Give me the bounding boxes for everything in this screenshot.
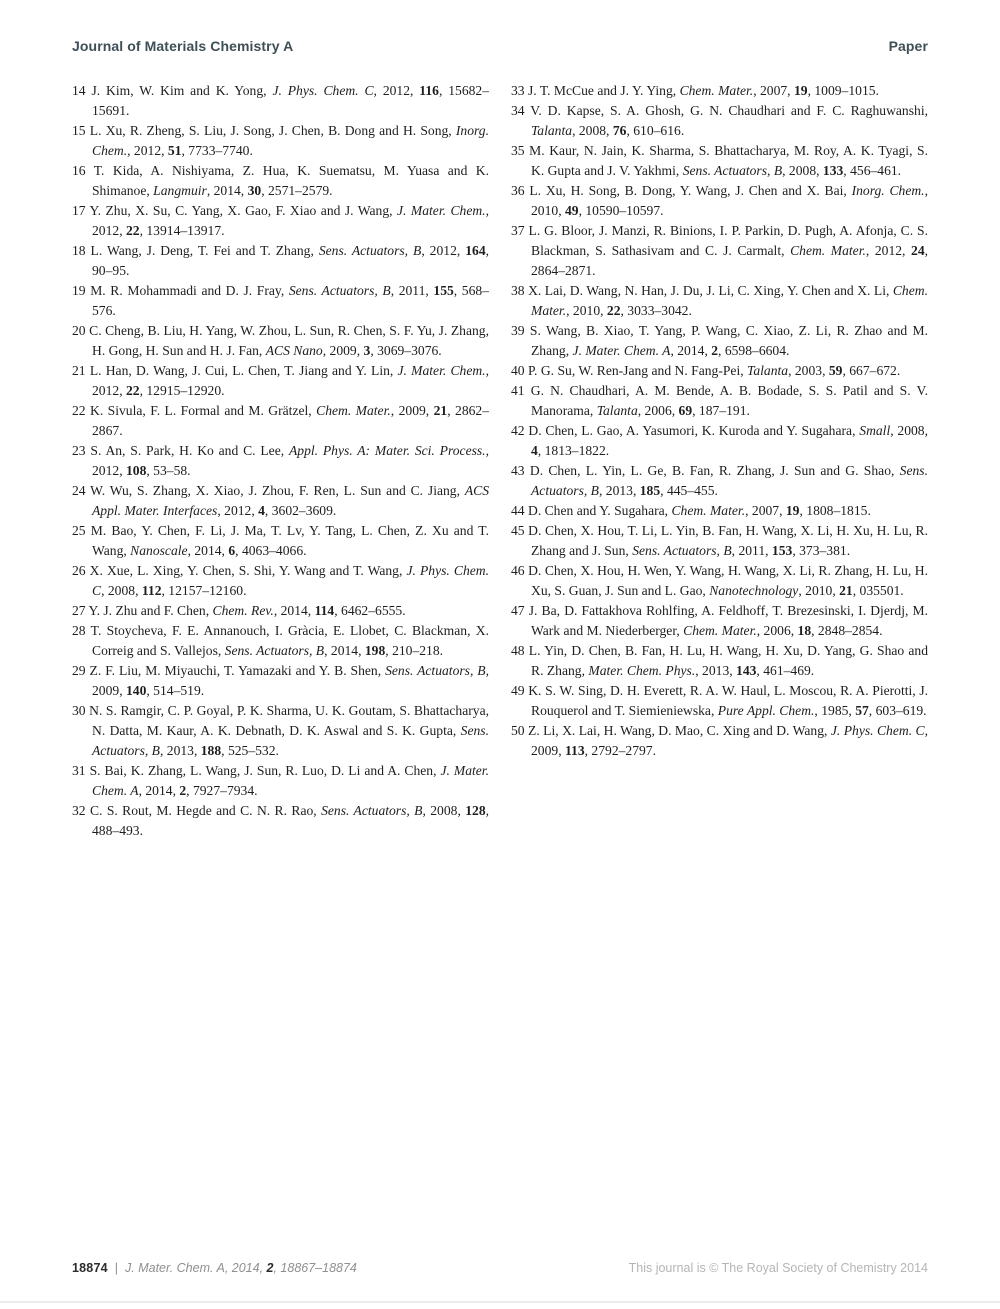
volume-number: 153 — [771, 543, 793, 558]
reference-number: 49 — [511, 683, 529, 698]
reference-number: 47 — [511, 603, 529, 618]
reference-item — [72, 121, 489, 161]
reference-number: 46 — [511, 563, 529, 578]
citation-text: , 461–469. — [756, 663, 815, 678]
volume-number: 57 — [855, 703, 869, 718]
citation-text: Z. F. Liu, M. Miyauchi, T. Yamazaki and Y. B. Shen, — [89, 663, 386, 678]
citation-text: , 456–461. — [843, 163, 902, 178]
citation-text: , 13914–13917. — [139, 223, 225, 238]
reference-item — [72, 361, 489, 401]
citation-text: K. Sivula, F. L. Formal and M. Grätzel, — [90, 403, 317, 418]
reference-number: 45 — [511, 523, 529, 538]
reference-item — [72, 621, 489, 661]
citation-text: J. T. McCue and J. Y. Ying, — [528, 83, 680, 98]
journal-name: Chem. Mater. — [316, 403, 391, 418]
citation-text: , 2864–2871. — [531, 243, 929, 278]
citation-text: S. Bai, K. Zhang, L. Wang, J. Sun, R. Luo, D. Li and A. Chen, — [89, 763, 441, 778]
footer-page-number: 18874 — [72, 1261, 108, 1275]
volume-number: 24 — [911, 243, 925, 258]
reference-item — [511, 281, 928, 321]
volume-number: 143 — [736, 663, 757, 678]
volume-number: 19 — [793, 83, 808, 98]
reference-number: 27 — [72, 603, 89, 618]
citation-text: T. Kida, A. Nishiyama, Z. Hua, K. Suematsu, M. Yuasa and K. Shimanoe, — [92, 163, 490, 198]
footer-separator: | — [114, 1261, 119, 1275]
citation-text: D. Chen, X. Hou, T. Li, L. Yin, B. Fan, H. Wang, X. Li, H. Xu, H. Lu, R. Zhang and J. Sun, — [528, 523, 928, 558]
citation-text: M. Bao, Y. Chen, F. Li, J. Ma, T. Lv, Y. Tang, L. Chen, Z. Xu and T. Wang, — [90, 523, 489, 558]
reference-number: 48 — [511, 643, 529, 658]
journal-name: Talanta — [596, 403, 638, 418]
journal-name: Chem. Mater. — [679, 83, 754, 98]
reference-number: 29 — [72, 663, 90, 678]
reference-number: 42 — [511, 423, 529, 438]
volume-number: 133 — [822, 163, 844, 178]
page-edge-line — [0, 1301, 1000, 1303]
references-column-left — [72, 81, 489, 841]
reference-number: 24 — [72, 483, 91, 498]
citation-text: , 10590–10597. — [578, 203, 664, 218]
citation-text: , 603–619. — [868, 703, 927, 718]
citation-text: , 525–532. — [221, 743, 279, 758]
journal-name: J. Phys. Chem. C — [92, 563, 489, 598]
reference-item — [511, 421, 928, 461]
citation-text: , 2012, — [92, 443, 489, 478]
volume-number: 51 — [167, 143, 182, 158]
citation-text: , 2011, — [390, 283, 434, 298]
reference-number: 14 — [72, 83, 92, 98]
volume-number: 128 — [465, 803, 486, 818]
reference-number: 36 — [511, 183, 530, 198]
journal-name: Pure Appl. Chem. — [717, 703, 815, 718]
citation-text: , 2007, — [753, 83, 794, 98]
journal-name: Inorg. Chem. — [92, 123, 490, 158]
citation-text: , 3069–3076. — [370, 343, 442, 358]
reference-number: 41 — [511, 383, 531, 398]
journal-name: J. Phys. Chem. C — [830, 723, 925, 738]
citation-text: Y. Zhu, X. Su, C. Yang, X. Gao, F. Xiao and J. Wang, — [89, 203, 398, 218]
reference-number: 50 — [511, 723, 529, 738]
volume-number: 116 — [419, 83, 439, 98]
citation-text: T. Stoycheva, F. E. Annanouch, I. Gràcia, E. Llobet, C. Blackman, X. Correig and S. Vallejos, — [90, 623, 490, 658]
citation-text: , 2006, — [637, 403, 679, 418]
reference-item — [72, 441, 489, 481]
journal-name: ACS Appl. Mater. Interfaces — [92, 483, 489, 518]
reference-item — [511, 361, 928, 381]
citation-text: , 2008, — [782, 163, 823, 178]
journal-name: Small — [859, 423, 891, 438]
journal-name: , 2014, — [224, 1261, 267, 1275]
citation-text: L. G. Bloor, J. Manzi, R. Binions, I. P. Parkin, D. Pugh, A. Afonja, C. S. Blackman, S. Sathasivam and C. J. Carmalt, — [528, 223, 928, 258]
reference-number: 39 — [511, 323, 530, 338]
footer-citation — [72, 1261, 357, 1275]
citation-text: M. Kaur, N. Jain, K. Sharma, S. Bhattacharya, M. Roy, A. K. Tyagi, S. K. Gupta and J. V. Yakhmi, — [529, 143, 928, 178]
reference-number: 17 — [72, 203, 90, 218]
reference-number: 26 — [72, 563, 90, 578]
journal-name: Nanotechnology — [709, 583, 799, 598]
volume-number: 2 — [266, 1261, 274, 1275]
journal-name: Chem. Rev. — [212, 603, 274, 618]
volume-number: 22 — [606, 303, 621, 318]
journal-name: Chem. Mater. — [790, 243, 866, 258]
citation-text: , 12915–12920. — [139, 383, 225, 398]
citation-text: , 2010, — [531, 183, 928, 218]
volume-number: 6 — [228, 543, 236, 558]
volume-number: 114 — [314, 603, 335, 618]
citation-text: , 7927–7934. — [186, 783, 258, 798]
reference-item — [72, 661, 489, 701]
reference-item — [511, 561, 928, 601]
citation-text: , 2011, — [731, 543, 772, 558]
journal-name: Chem. Mater. — [531, 283, 928, 318]
citation-text: , 2013, — [695, 663, 737, 678]
citation-text: , 2013, — [598, 483, 640, 498]
citation-text: D. Chen and Y. Sugahara, — [528, 503, 672, 518]
citation-text: S. An, S. Park, H. Ko and C. Lee, — [90, 443, 289, 458]
page-header — [72, 38, 928, 54]
citation-text: , 2012, — [92, 203, 489, 238]
journal-name: Sens. Actuators, B — [318, 243, 422, 258]
volume-number: 185 — [639, 483, 661, 498]
citation-text: , 2014, — [324, 643, 365, 658]
citation-text: J. Kim, W. Kim and K. Yong, — [91, 83, 273, 98]
volume-number: 140 — [125, 683, 147, 698]
citation-text: G. N. Chaudhari, A. M. Bende, A. B. Bodade, S. S. Patil and S. V. Manorama, — [530, 383, 929, 418]
journal-name: Chem. Mater. — [683, 623, 757, 638]
citation-text: , 7733–7740. — [181, 143, 253, 158]
citation-text: L. Yin, D. Chen, B. Fan, H. Lu, H. Wang, H. Xu, D. Yang, G. Shao and R. Zhang, — [528, 643, 929, 678]
volume-number: 112 — [141, 583, 162, 598]
citation-text: , 2012, — [421, 243, 466, 258]
citation-text: , 2010, — [566, 303, 607, 318]
reference-item — [72, 201, 489, 241]
reference-item — [511, 501, 928, 521]
journal-name: Sens. Actuators, B — [288, 283, 391, 298]
journal-name: Sens. Actuators, B — [224, 643, 325, 658]
citation-text: , 2008, — [422, 803, 466, 818]
volume-number: 108 — [125, 463, 147, 478]
reference-number: 31 — [72, 763, 90, 778]
citation-text: , 2012, — [127, 143, 168, 158]
reference-number: 18 — [72, 243, 91, 258]
reference-number: 44 — [511, 503, 528, 518]
citation-text: , 2003, — [788, 363, 829, 378]
volume-number: 198 — [364, 643, 386, 658]
citation-text: , 2014, — [187, 543, 229, 558]
citation-text: D. Chen, L. Gao, A. Yasumori, K. Kuroda and Y. Sugahara, — [528, 423, 860, 438]
volume-number: 3 — [363, 343, 371, 358]
citation-text: K. S. W. Sing, D. H. Everett, R. A. W. Haul, L. Moscou, R. A. Pierotti, J. Rouquerol and T. Siemieniewska, — [528, 683, 929, 718]
reference-item — [511, 141, 928, 181]
reference-item — [72, 761, 489, 801]
citation-text: M. R. Mohammadi and D. J. Fray, — [90, 283, 289, 298]
citation-text: , 2012, — [217, 503, 259, 518]
volume-number: 59 — [828, 363, 843, 378]
footer-copyright: This journal is © The Royal Society of Chemistry 2014 — [628, 1261, 928, 1275]
journal-name: Sens. Actuators, B — [385, 663, 486, 678]
reference-number: 30 — [72, 703, 90, 718]
footer-journal-citation — [125, 1261, 357, 1275]
references-column-right — [511, 81, 928, 841]
citation-text: , 90–95. — [92, 243, 490, 278]
citation-text: , 2010, — [798, 583, 840, 598]
citation-text: L. Wang, J. Deng, T. Fei and T. Zhang, — [90, 243, 319, 258]
reference-item — [72, 521, 489, 561]
citation-text: , 2014, — [670, 343, 712, 358]
citation-text: L. Han, D. Wang, J. Cui, L. Chen, T. Jiang and Y. Lin, — [89, 363, 398, 378]
references-section — [72, 81, 928, 841]
citation-text: , 6462–6555. — [334, 603, 406, 618]
reference-number: 34 — [511, 103, 531, 118]
reference-item — [511, 181, 928, 221]
citation-text: L. Xu, R. Zheng, S. Liu, J. Song, J. Chen, B. Dong and H. Song, — [89, 123, 456, 138]
reference-item — [511, 461, 928, 501]
reference-item — [72, 281, 489, 321]
citation-text: C. S. Rout, M. Hegde and C. N. R. Rao, — [89, 803, 322, 818]
citation-text: , 3033–3042. — [620, 303, 692, 318]
reference-number: 43 — [511, 463, 530, 478]
citation-text: , 445–455. — [660, 483, 718, 498]
citation-text: J. Ba, D. Fattakhova Rohlfing, A. Feldhoff, T. Brezesinski, I. Djerdj, M. Wark and M. Niederberger, — [528, 603, 928, 638]
journal-name: Mater. Chem. Phys. — [588, 663, 696, 678]
volume-number: 2 — [179, 783, 187, 798]
citation-text: L. Xu, H. Song, B. Dong, Y. Wang, J. Chen and X. Bai, — [529, 183, 852, 198]
article-type-label: Paper — [888, 38, 928, 54]
citation-text: , 1985, — [814, 703, 856, 718]
reference-item — [511, 721, 928, 761]
reference-number: 32 — [72, 803, 90, 818]
citation-text: N. S. Ramgir, C. P. Goyal, P. K. Sharma, U. K. Goutam, S. Bhattacharya, N. Datta, M. Kaur, A. K. Debnath, D. K. Aswal and S. K. Gupta, — [89, 703, 489, 738]
citation-text: , 15682–15691. — [92, 83, 490, 118]
citation-text: , 2013, — [159, 743, 201, 758]
reference-number: 33 — [511, 83, 528, 98]
journal-title: Journal of Materials Chemistry A — [72, 38, 294, 54]
reference-number: 38 — [511, 283, 529, 298]
reference-number: 23 — [72, 443, 91, 458]
journal-name: Sens. Actuators, B — [632, 543, 732, 558]
citation-text: , 2014, — [273, 603, 315, 618]
journal-name: J. Mater. Chem. A — [572, 343, 671, 358]
reference-item — [72, 801, 489, 841]
reference-item — [72, 701, 489, 761]
journal-name: Inorg. Chem. — [851, 183, 925, 198]
citation-text: , 2014, — [206, 183, 248, 198]
reference-item — [72, 161, 489, 201]
citation-text: , 2009, — [92, 663, 490, 698]
volume-number: 69 — [678, 403, 693, 418]
reference-number: 35 — [511, 143, 530, 158]
journal-name: Chem. Mater. — [671, 503, 746, 518]
citation-text: , 2012, — [373, 83, 420, 98]
journal-name: Sens. Actuators, B — [321, 803, 423, 818]
journal-name: Sens. Actuators, B — [531, 463, 928, 498]
journal-name: Talanta — [747, 363, 789, 378]
reference-number: 21 — [72, 363, 90, 378]
volume-number: 49 — [564, 203, 579, 218]
citation-text: , 2862–2867. — [92, 403, 490, 438]
journal-name: Nanoscale — [130, 543, 188, 558]
citation-text: D. Chen, L. Yin, L. Ge, B. Fan, R. Zhang, J. Sun and G. Shao, — [529, 463, 900, 478]
volume-number: 30 — [247, 183, 262, 198]
citation-text: , 2008, — [572, 123, 613, 138]
citation-text: , 2007, — [745, 503, 786, 518]
volume-number: 4 — [531, 443, 538, 458]
citation-text: , 6598–6604. — [718, 343, 790, 358]
journal-name: J. Mater. Chem. A — [92, 763, 489, 798]
citation-text: C. Cheng, B. Liu, H. Yang, W. Zhou, L. Sun, R. Chen, S. F. Yu, J. Zhang, H. Gong, H. Sun and H. J. Fan, — [89, 323, 489, 358]
journal-name: Langmuir — [153, 183, 207, 198]
reference-item — [511, 221, 928, 281]
reference-number: 15 — [72, 123, 90, 138]
citation-text: , 2009, — [531, 723, 928, 758]
citation-text: W. Wu, S. Zhang, X. Xiao, J. Zhou, F. Ren, L. Sun and C. Jiang, — [90, 483, 465, 498]
volume-number: 21 — [433, 403, 448, 418]
reference-item — [511, 101, 928, 141]
citation-text: , 2848–2854. — [811, 623, 883, 638]
volume-number: 76 — [612, 123, 627, 138]
citation-text: , 2014, — [138, 783, 180, 798]
citation-text: , 1009–1015. — [807, 83, 879, 98]
citation-text: , 2571–2579. — [261, 183, 333, 198]
reference-item — [72, 561, 489, 601]
citation-text: , 568–576. — [92, 283, 489, 318]
citation-text: , 2008, — [101, 583, 142, 598]
citation-text: , 373–381. — [792, 543, 851, 558]
citation-text: X. Xue, L. Xing, Y. Chen, S. Shi, Y. Wang and T. Wang, — [89, 563, 407, 578]
volume-number: 22 — [125, 223, 140, 238]
citation-text: , 488–493. — [92, 803, 490, 838]
citation-text: , 12157–12160. — [161, 583, 247, 598]
citation-text: , 3602–3609. — [264, 503, 337, 518]
journal-name: J. Mater. Chem. — [397, 363, 486, 378]
volume-number: 113 — [564, 743, 585, 758]
citation-text: , 2009, — [390, 403, 434, 418]
citation-text: , 667–672. — [842, 363, 901, 378]
citation-text: , 2792–2797. — [584, 743, 656, 758]
reference-item — [72, 401, 489, 441]
citation-text: , 1813–1822. — [537, 443, 610, 458]
reference-item — [511, 81, 928, 101]
reference-item — [511, 521, 928, 561]
citation-text: , 2006, — [756, 623, 798, 638]
citation-text: , 187–191. — [692, 403, 750, 418]
citation-text: , 2012, — [92, 363, 489, 398]
citation-text: , 2009, — [322, 343, 364, 358]
volume-number: 21 — [839, 583, 853, 598]
citation-text: S. Wang, B. Xiao, T. Yang, P. Wang, C. Xiao, Z. Li, R. Zhao and M. Zhang, — [529, 323, 928, 358]
reference-number: 16 — [72, 163, 94, 178]
reference-item — [72, 601, 489, 621]
reference-item — [511, 601, 928, 641]
journal-name: Appl. Phys. A: Mater. Sci. Process. — [288, 443, 486, 458]
journal-name: , 18867–18874 — [273, 1261, 357, 1275]
citation-text: , 1808–1815. — [799, 503, 871, 518]
citation-text: , 610–616. — [626, 123, 685, 138]
citation-text: , 2008, — [890, 423, 929, 438]
journal-name: Talanta — [531, 123, 573, 138]
reference-number: 20 — [72, 323, 90, 338]
volume-number: 188 — [200, 743, 222, 758]
citation-text: , 035501. — [852, 583, 904, 598]
reference-item — [511, 641, 928, 681]
reference-number: 37 — [511, 223, 529, 238]
citation-text: , 4063–4066. — [235, 543, 307, 558]
citation-text: D. Chen, X. Hou, H. Wen, Y. Wang, H. Wang, X. Li, R. Zhang, H. Lu, H. Xu, S. Guan, J. Sun and L. Gao, — [528, 563, 928, 598]
reference-number: 28 — [72, 623, 91, 638]
reference-number: 40 — [511, 363, 528, 378]
journal-name: J. Mater. Chem. — [397, 203, 486, 218]
journal-name: J. Mater. Chem. A — [125, 1261, 225, 1275]
volume-number: 155 — [433, 283, 454, 298]
reference-item — [72, 481, 489, 521]
journal-name: J. Phys. Chem. C — [272, 83, 374, 98]
reference-item — [511, 321, 928, 361]
citation-text: , 514–519. — [146, 683, 205, 698]
reference-number: 25 — [72, 523, 91, 538]
page-footer — [72, 1261, 928, 1275]
volume-number: 2 — [711, 343, 719, 358]
reference-item — [511, 681, 928, 721]
journal-name: ACS Nano — [265, 343, 323, 358]
reference-item — [72, 81, 489, 121]
citation-text: V. D. Kapse, S. A. Ghosh, G. N. Chaudhari and F. C. Raghuwanshi, — [530, 103, 928, 118]
citation-text: P. G. Su, W. Ren-Jang and N. Fang-Pei, — [528, 363, 748, 378]
journal-name: Sens. Actuators, B — [682, 163, 783, 178]
volume-number: 19 — [785, 503, 800, 518]
volume-number: 4 — [258, 503, 265, 518]
reference-item — [72, 321, 489, 361]
reference-number: 19 — [72, 283, 91, 298]
citation-text: , 53–58. — [146, 463, 191, 478]
volume-number: 22 — [125, 383, 140, 398]
citation-text: , 2012, — [865, 243, 912, 258]
volume-number: 18 — [797, 623, 812, 638]
journal-name: Sens. Actuators, B — [92, 723, 489, 758]
reference-number: 22 — [72, 403, 91, 418]
citation-text: Z. Li, X. Lai, H. Wang, D. Mao, C. Xing and D. Wang, — [528, 723, 831, 738]
citation-text: X. Lai, D. Wang, N. Han, J. Du, J. Li, C. Xing, Y. Chen and X. Li, — [528, 283, 893, 298]
volume-number: 164 — [465, 243, 486, 258]
reference-item — [72, 241, 489, 281]
citation-text: Y. J. Zhu and F. Chen, — [88, 603, 213, 618]
citation-text: , 210–218. — [385, 643, 444, 658]
reference-item — [511, 381, 928, 421]
